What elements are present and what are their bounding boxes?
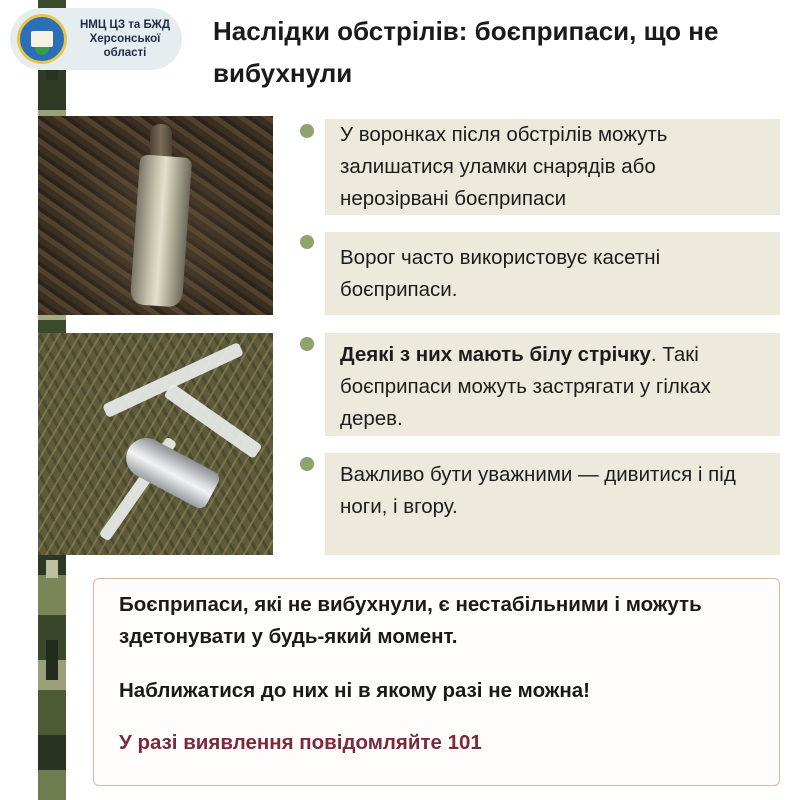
warning-unstable: Боєприпаси, які не вибухнули, є нестабільними і можуть здетонувати у будь-який момент. <box>119 593 702 648</box>
spacer <box>119 653 755 675</box>
ribbon <box>163 383 262 459</box>
bullet-dot-icon <box>300 124 314 138</box>
emblem-icon <box>17 14 67 64</box>
ribbon <box>102 342 244 418</box>
info-text-ribbon <box>340 339 766 435</box>
warning-do-not-approach: Наближатися до них ні в якому разі не можна! <box>119 679 590 702</box>
photo-cluster-bomblet-with-ribbon <box>38 333 273 555</box>
emergency-call-text: У разі виявлення повідомляйте 101 <box>119 731 482 754</box>
logo-line-1: НМЦ ЦЗ та БЖД <box>79 19 171 31</box>
info-text: . Такі боєприпаси можуть застрягати у гілках дерев. <box>340 343 711 430</box>
photo-artillery-shell <box>38 116 273 315</box>
info-text: Ворог часто використовує касетні боєприпаси. <box>340 246 661 301</box>
info-panel-cluster <box>325 232 780 315</box>
warning-box <box>93 578 780 786</box>
info-panel-attention <box>325 453 780 555</box>
logo-line-2: Херсонської <box>89 33 161 45</box>
bullet-dot-icon <box>300 457 314 471</box>
info-text-bold: Деякі з них мають білу стрічку <box>340 343 651 366</box>
organization-logo <box>10 8 182 70</box>
info-panel-craters <box>325 119 780 215</box>
logo-line-3: області <box>103 47 147 59</box>
info-text: Важливо бути уважними — дивитися і під ноги, і вгору. <box>340 463 736 518</box>
bullet-dot-icon <box>300 235 314 249</box>
bullet-dot-icon <box>300 337 314 351</box>
shell-body <box>130 154 192 307</box>
logo-caption <box>73 18 177 60</box>
info-text: У воронках після обстрілів можуть залишатися уламки снарядів або нерозірвані боєприпаси <box>340 123 668 210</box>
page-title: Наслідки обстрілів: боєприпаси, що не вибухнули <box>213 16 719 88</box>
info-panel-ribbon <box>325 333 780 436</box>
